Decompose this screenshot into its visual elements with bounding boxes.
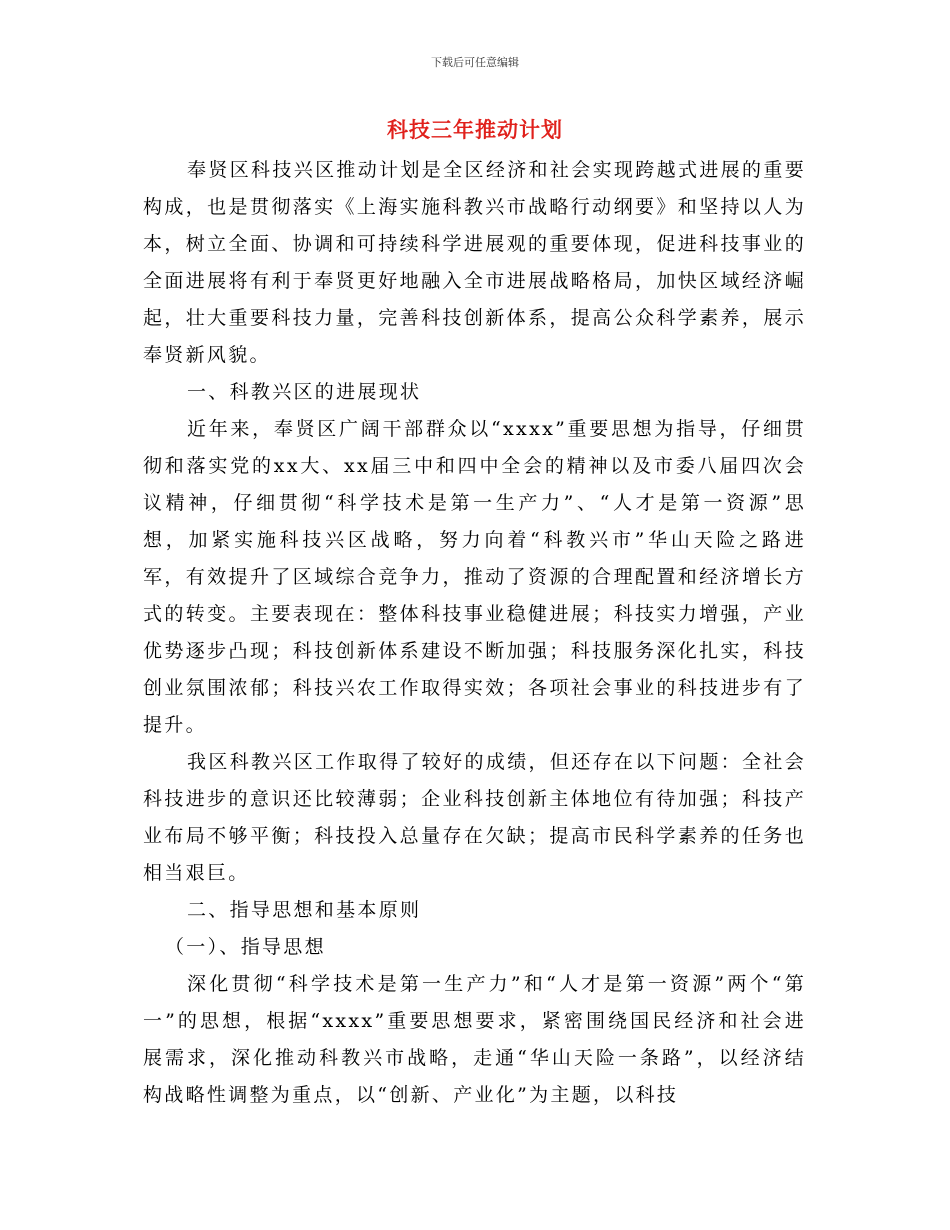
document-body	[143, 152, 806, 1114]
section-heading-2: 二、指导思想和基本原则	[187, 899, 422, 921]
paragraph-intro: 奉贤区科技兴区推动计划是全区经济和社会实现跨越式进展的重要构成，也是贯彻落实《上海实施科教兴市战略行动纲要》和坚持以人为本，树立全面、协调和可持续科学进展观的重要体现，促进科技事业的全面进展将有利于奉贤更好地融入全市进展战略格局，加快区域经济崛起，壮大重要科技力量，完善科技创新体系，提高公众科学素养，展示奉贤新风貌。	[143, 159, 806, 366]
section-heading-1: 一、科教兴区的进展现状	[187, 381, 422, 403]
paragraph-problems: 我区科教兴区工作取得了较好的成绩，但还存在以下问题：全社会科技进步的意识还比较薄弱；企业科技创新主体地位有待加强；科技产业布局不够平衡；科技投入总量存在欠缺；提高市民科学素养的任务也相当艰巨。	[143, 751, 806, 884]
paragraph-guiding-thought: 深化贯彻“科学技术是第一生产力”和“人才是第一资源”两个“第一”的思想，根据“xxxx”重要思想要求，紧密围绕国民经济和社会进展需求，深化推动科教兴市战略，走通“华山天险一条路”，以经济结构战略性调整为重点，以“创新、产业化”为主题，以科技	[143, 973, 806, 1106]
paragraph-status: 近年来，奉贤区广阔干部群众以“xxxx”重要思想为指导，仔细贯彻和落实党的xx大、xx届三中和四中全会的精神以及市委八届四次会议精神，仔细贯彻“科学技术是第一生产力”、“人才是第一资源”思想，加紧实施科技兴区战略，努力向着“科教兴市”华山天险之路进军，有效提升了区域综合竞争力，推动了资源的合理配置和经济增长方式的转变。主要表现在：整体科技事业稳健进展；科技实力增强，产业优势逐步凸现；科技创新体系建设不断加强；科技服务深化扎实，科技创业氛围浓郁；科技兴农工作取得实效；各项社会事业的科技进步有了提升。	[143, 418, 806, 736]
subsection-heading-2-1: （一）、指导思想	[165, 936, 326, 958]
document-title: 科技三年推动计划	[387, 118, 563, 142]
header-note: 下载后可任意编辑	[431, 56, 519, 69]
